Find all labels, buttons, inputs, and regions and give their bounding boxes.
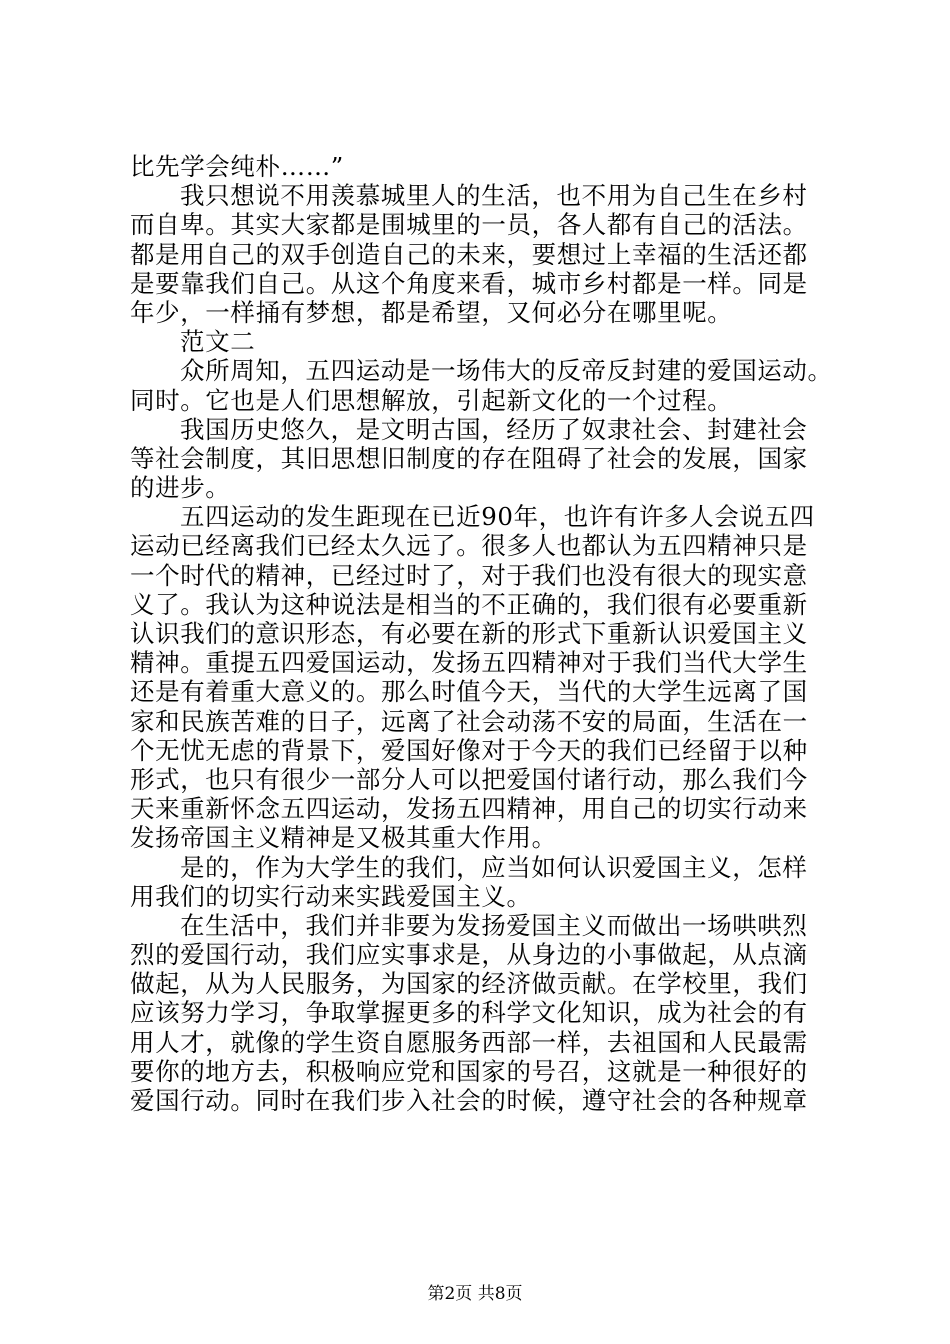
text-line: 要你的地方去，积极响应党和国家的号召，这就是一种很好的 [130, 1056, 808, 1086]
text-line: 精神。重提五四爱国运动，发扬五四精神对于我们当代大学生 [130, 648, 808, 678]
text-line: 家和民族苦难的日子，远离了社会动荡不安的局面，生活在一 [130, 706, 808, 736]
text-line: 年少，一样捅有梦想，都是希望，又何必分在哪里呢。 [130, 297, 733, 327]
text-line: 等社会制度，其旧思想旧制度的存在阻碍了社会的发展，国家 [130, 443, 808, 473]
text-line: 范文二 [180, 327, 256, 357]
text-line: 在生活中，我们并非要为发扬爱国主义而做出一场哄哄烈 [180, 910, 808, 940]
page-number-footer: 第2页 共8页 [427, 1284, 523, 1304]
text-line: 是的，作为大学生的我们，应当如何认识爱国主义，怎样 [180, 852, 808, 882]
text-line: 同时。它也是人们思想解放，引起新文化的一个过程。 [130, 385, 733, 415]
text-line: 还是有着重大意义的。那么时值今天，当代的大学生远离了国 [130, 677, 808, 707]
text-line: 爱国行动。同时在我们步入社会的时候，遵守社会的各种规章 [130, 1086, 808, 1115]
text-line: 烈的爱国行动，我们应实事求是，从身边的小事做起，从点滴 [130, 940, 808, 970]
text-line: 形式，也只有很少一部分人可以把爱国付诸行动，那么我们今 [130, 764, 808, 794]
text-line: 用我们的切实行动来实践爱国主义。 [130, 881, 532, 911]
text-line: 而自卑。其实大家都是围城里的一员，各人都有自己的活法。 [130, 210, 808, 240]
text-line: 我国历史悠久，是文明古国，经历了奴隶社会、封建社会 [180, 414, 808, 444]
text-line: 五四运动的发生距现在已近90年，也许有许多人会说五四 [180, 502, 815, 532]
text-line: 是要靠我们自己。从这个角度来看，城市乡村都是一样。同是 [130, 268, 808, 298]
document-body [130, 152, 835, 1115]
text-line: 个无忧无虑的背景下，爱国好像对于今天的我们已经留于以种 [130, 735, 808, 765]
text-line: 的进步。 [130, 473, 231, 503]
text-line: 应该努力学习，争取掌握更多的科学文化知识，成为社会的有 [130, 998, 808, 1028]
text-line: 都是用自己的双手创造自己的未来，要想过上幸福的生活还都 [130, 239, 808, 269]
text-line: 运动已经离我们已经太久远了。很多人也都认为五四精神只是 [130, 531, 808, 561]
text-line: 发扬帝国主义精神是又极其重大作用。 [130, 823, 557, 853]
text-line: 认识我们的意识形态，有必要在新的形式下重新认识爱国主义 [130, 619, 808, 648]
text-line: 我只想说不用羡慕城里人的生活，也不用为自己生在乡村 [180, 181, 808, 211]
text-line: 义了。我认为这种说法是相当的不正确的，我们很有必要重新 [130, 589, 808, 619]
text-line: 一个时代的精神，已经过时了，对于我们也没有很大的现实意 [130, 560, 808, 590]
text-line: 做起，从为人民服务，为国家的经济做贡献。在学校里，我们 [130, 969, 808, 999]
text-line: 天来重新怀念五四运动，发扬五四精神，用自己的切实行动来 [130, 794, 808, 824]
text-line: 用人才，就像的学生资自愿服务西部一样，去祖国和人民最需 [130, 1027, 808, 1057]
text-line: 比先学会纯朴……” [130, 152, 344, 181]
text-line: 众所周知，五四运动是一场伟大的反帝反封建的爱国运动。 [180, 356, 833, 386]
